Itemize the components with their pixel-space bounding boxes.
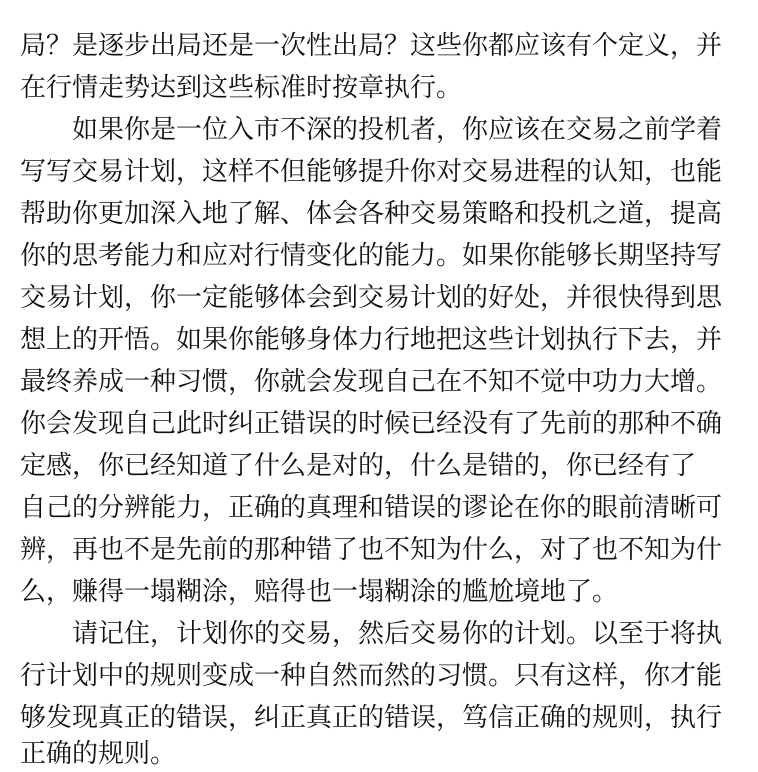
text-line: 行计划中的规则变成一种自然而然的习惯。只有这样，你才能 (20, 661, 723, 691)
text-line: 写写交易计划，这样不但能够提升你对交易进程的认知，也能 (20, 157, 723, 187)
text-line: 你的思考能力和应对行情变化的能力。如果你能够长期坚持写 (20, 241, 723, 271)
text-line: 辨，再也不是先前的那种错了也不知为什么，对了也不知为什 (20, 535, 723, 565)
text-line: 最终养成一种习惯，你就会发现自己在不知不觉中功力大增。 (20, 367, 723, 397)
text-line: 自己的分辨能力，正确的真理和错误的谬论在你的眼前清晰可 (20, 493, 723, 523)
text-line: 交易计划，你一定能够体会到交易计划的好处，并很快得到思 (20, 283, 723, 313)
paragraph-first-line: 请记住，计划你的交易，然后交易你的计划。以至于将执 (72, 619, 723, 649)
text-line: 正确的规则。 (20, 739, 177, 769)
text-line: 你会发现自己此时纠正错误的时候已经没有了先前的那种不确 (20, 409, 723, 439)
text-line: 定感，你已经知道了什么是对的，什么是错的，你已经有了 (20, 451, 697, 481)
text-line: 想上的开悟。如果你能够身体力行地把这些计划执行下去，并 (20, 325, 723, 355)
text-line: 在行情走势达到这些标准时按章执行。 (20, 73, 463, 103)
text-line: 帮助你更加深入地了解、体会各种交易策略和投机之道，提高 (20, 199, 723, 229)
paragraph-first-line: 如果你是一位入市不深的投机者，你应该在交易之前学着 (72, 115, 723, 145)
text-line: 局？是逐步出局还是一次性出局？这些你都应该有个定义，并 (20, 31, 723, 61)
text-line: 够发现真正的错误，纠正真正的错误，笃信正确的规则，执行 (20, 703, 723, 733)
text-line: 么，赚得一塌糊涂，赔得也一塌糊涂的尴尬境地了。 (20, 577, 619, 607)
